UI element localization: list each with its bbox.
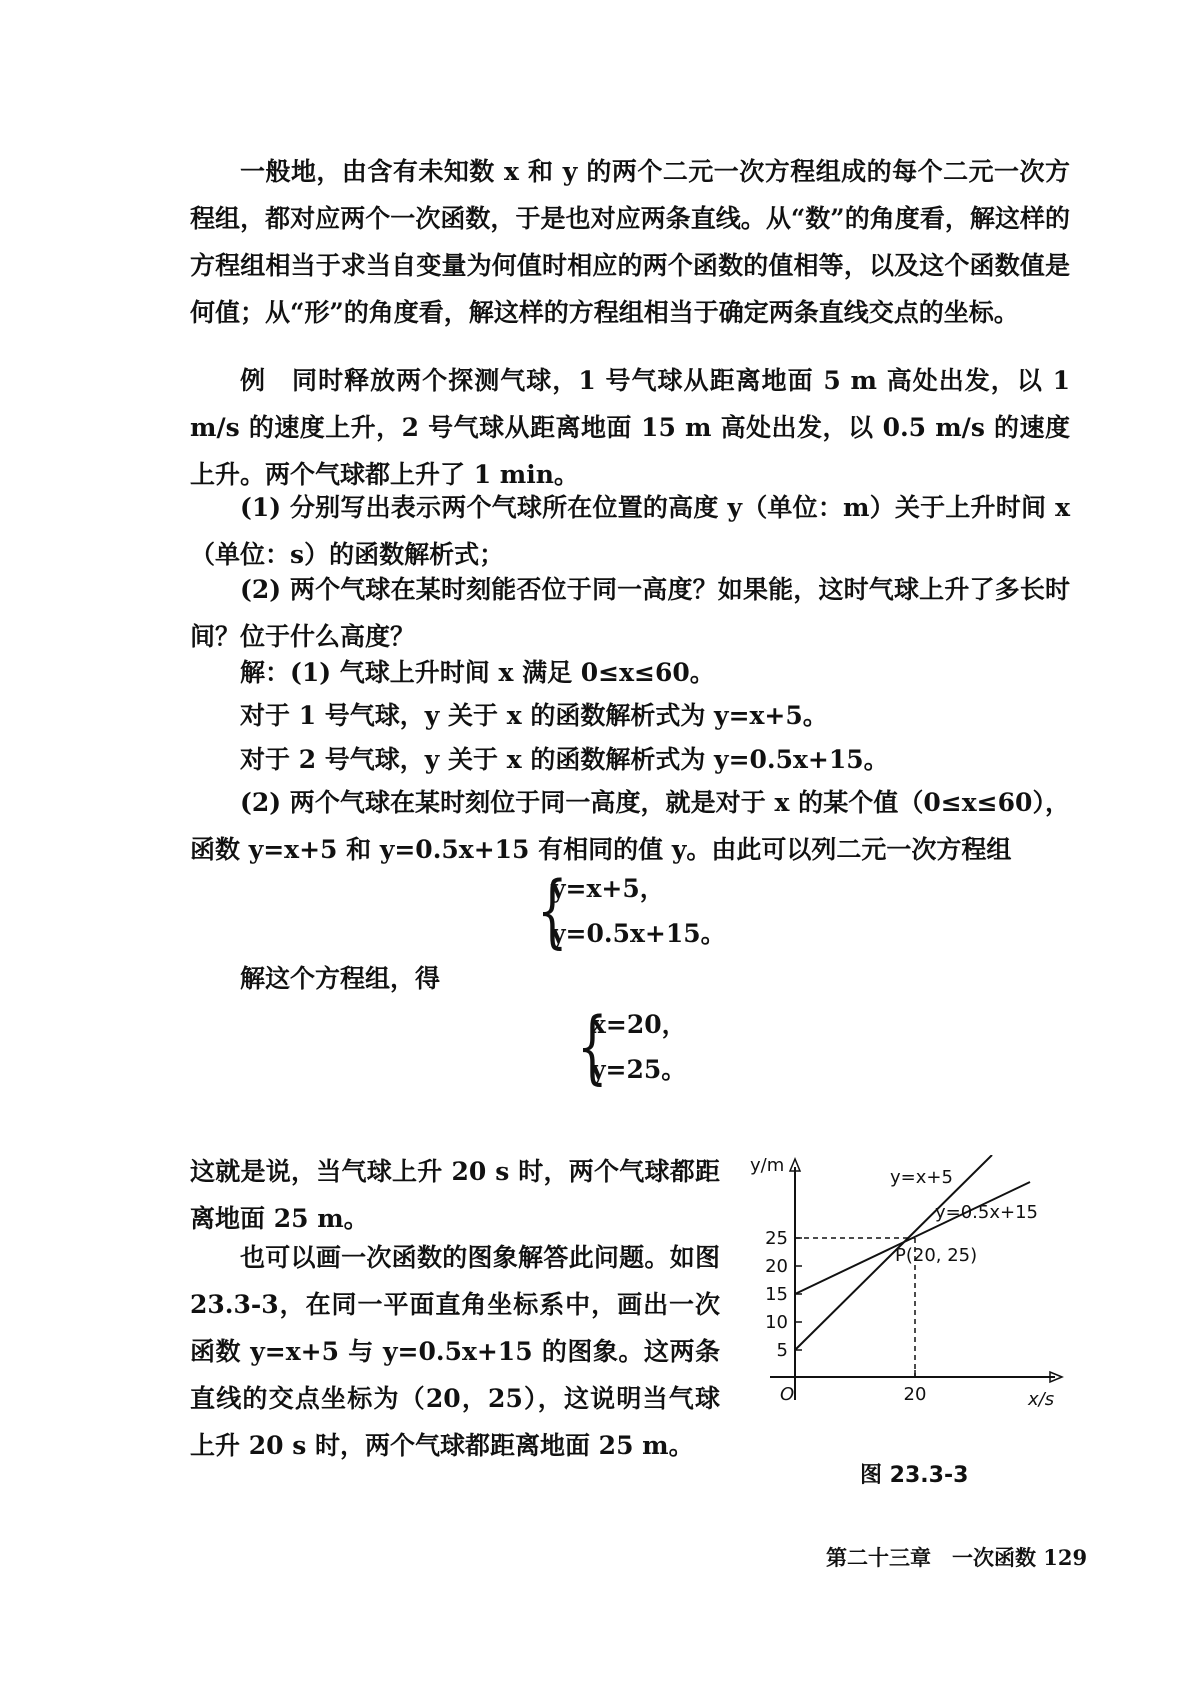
question-2: (2) 两个气球在某时刻能否位于同一高度？如果能，这时气球上升了多长时间？位于什么高度？: [190, 575, 1070, 651]
brace-glyph: {: [537, 864, 568, 957]
line1-label: y=x+5: [890, 1167, 953, 1188]
origin-label: O: [780, 1384, 795, 1405]
intro-paragraph: 一般地，由含有未知数 x 和 y 的两个二元一次方程组成的每个二元一次方程组，都对应两个一次函数，于是也对应两条直线。从“数”的角度看，解这样的方程组相当于求当自变量为何值时相应的两个函数的值相等，以及这个函数值是何值；从“形”的角度看，解这样的方程组相当于确定两条直线交点的坐标。: [190, 157, 1070, 327]
y-axis-label: y/m: [750, 1155, 785, 1176]
figure-graph: [750, 1155, 1080, 1445]
solution-line-1: 解：(1) 气球上升时间 x 满足 0≤x≤60。: [240, 658, 715, 687]
point-p-label: P(20, 25): [895, 1245, 978, 1266]
system2-eq-1: x=20，: [591, 1010, 687, 1039]
equation-system-1: [537, 864, 737, 957]
figure-caption: 图 23.3-3: [860, 1463, 969, 1488]
page-footer: 第二十三章 一次函数 129: [826, 1545, 1088, 1570]
equation-system-2: [577, 1000, 737, 1093]
conclusion-paragraph: 这就是说，当气球上升 20 s 时，两个气球都距离地面 25 m。: [190, 1157, 720, 1233]
question-1: (1) 分别写出表示两个气球所在位置的高度 y（单位：m）关于上升时间 x（单位：s）的函数解析式；: [190, 493, 1070, 569]
x-tick-20: 20: [903, 1384, 927, 1405]
system2-eq-2: y=25。: [591, 1055, 687, 1084]
system1-eq-2: y=0.5x+15。: [551, 919, 726, 948]
y-tick-15: 15: [765, 1284, 788, 1305]
solution-line-3: 对于 2 号气球，y 关于 x 的函数解析式为 y=0.5x+15。: [240, 745, 889, 774]
y-tick-25: 25: [765, 1228, 788, 1249]
y-tick-20: 20: [765, 1256, 788, 1277]
solution-part-2: (2) 两个气球在某时刻位于同一高度，就是对于 x 的某个值（0≤x≤60），函数 y=x+5 和 y=0.5x+15 有相同的值 y。由此可以列二元一次方程组: [190, 788, 1070, 864]
graph-paragraph: 也可以画一次函数的图象解答此问题。如图 23.3-3，在同一平面直角坐标系中，画出一次函数 y=x+5 与 y=0.5x+15 的图象。这两条直线的交点坐标为（20，25），这说明当气球上升 20 s 时，两个气球都距离地面 25 m。: [190, 1243, 720, 1460]
line2-label: y=0.5x+15: [935, 1202, 1038, 1223]
brace-glyph: {: [577, 1000, 608, 1093]
line-y-half-x-plus-15: [795, 1182, 1030, 1294]
solution-line-2: 对于 1 号气球，y 关于 x 的函数解析式为 y=x+5。: [240, 701, 828, 730]
example-paragraph: 例 同时释放两个探测气球，1 号气球从距离地面 5 m 高处出发，以 1 m/s 的速度上升，2 号气球从距离地面 15 m 高处出发，以 0.5 m/s 的速度上升。两个气球都上升了 1 min。: [190, 366, 1070, 489]
system1-eq-1: y=x+5，: [551, 874, 665, 903]
x-axis-label: x/s: [1028, 1389, 1055, 1410]
y-tick-10: 10: [765, 1312, 788, 1333]
y-tick-5: 5: [776, 1340, 788, 1361]
solve-intro: 解这个方程组，得: [240, 964, 441, 993]
